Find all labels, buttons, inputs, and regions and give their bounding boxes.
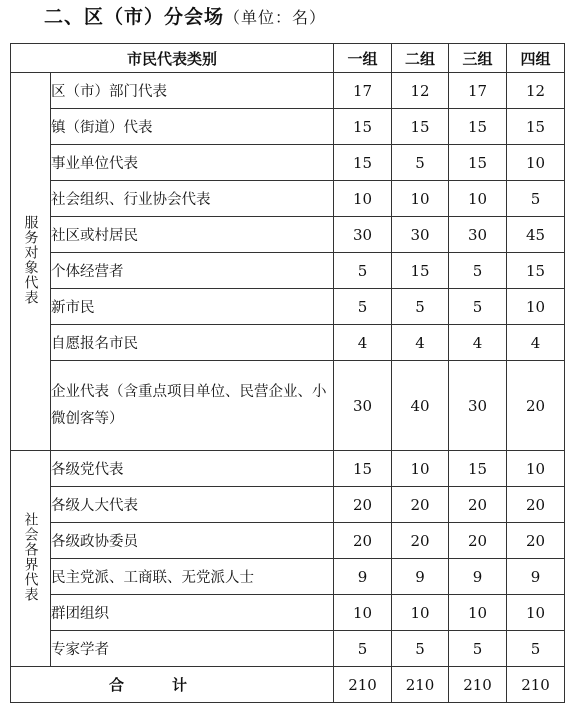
cell-value: 5: [334, 253, 392, 289]
cell-value: 5: [507, 181, 565, 217]
cell-value: 15: [449, 109, 507, 145]
row-category: 个体经营者: [51, 253, 334, 289]
row-category: 区（市）部门代表: [51, 73, 334, 109]
cell-value: 4: [392, 325, 449, 361]
cell-value: 17: [449, 73, 507, 109]
table-row: [11, 559, 565, 595]
heading-unit: （单位：名）: [224, 8, 327, 27]
cell-value: 30: [334, 361, 392, 451]
cell-value: 10: [507, 595, 565, 631]
table-row: [11, 631, 565, 667]
heading-main: 二、区（市）分会场: [44, 6, 225, 28]
cell-value: 10: [449, 595, 507, 631]
cell-value: 5: [334, 289, 392, 325]
cell-value: 10: [449, 181, 507, 217]
cell-value: 10: [334, 595, 392, 631]
cell-value: 20: [449, 487, 507, 523]
cell-value: 10: [507, 451, 565, 487]
row-category: 民主党派、工商联、无党派人士: [51, 559, 334, 595]
cell-value: 4: [449, 325, 507, 361]
table-row: [11, 109, 565, 145]
cell-value: 30: [449, 217, 507, 253]
cell-value: 15: [392, 109, 449, 145]
table-row: [11, 595, 565, 631]
cell-value: 20: [334, 487, 392, 523]
table-row: [11, 487, 565, 523]
cell-value: 15: [449, 451, 507, 487]
table-row: [11, 325, 565, 361]
cell-value: 15: [334, 109, 392, 145]
total-label: 合计: [11, 667, 334, 703]
representatives-table: [10, 43, 565, 703]
row-category: 各级人大代表: [51, 487, 334, 523]
table-row: [11, 145, 565, 181]
cell-value: 10: [507, 289, 565, 325]
row-category: 镇（街道）代表: [51, 109, 334, 145]
cell-value: 20: [392, 487, 449, 523]
table-row: [11, 181, 565, 217]
table-row: [11, 73, 565, 109]
cell-value: 5: [334, 631, 392, 667]
cell-value: 40: [392, 361, 449, 451]
cell-value: 5: [392, 631, 449, 667]
cell-value: 5: [449, 253, 507, 289]
cell-value: 20: [507, 361, 565, 451]
cell-value: 15: [334, 451, 392, 487]
cell-value: 12: [392, 73, 449, 109]
cell-value: 10: [334, 181, 392, 217]
row-category: 各级党代表: [51, 451, 334, 487]
cell-value: 20: [334, 523, 392, 559]
cell-value: 5: [392, 145, 449, 181]
cell-value: 9: [449, 559, 507, 595]
cell-value: 30: [392, 217, 449, 253]
row-category: 各级政协委员: [51, 523, 334, 559]
table-row: [11, 217, 565, 253]
cell-value: 30: [449, 361, 507, 451]
cell-value: 9: [392, 559, 449, 595]
header-group-4: 四组: [507, 44, 565, 73]
row-category: 事业单位代表: [51, 145, 334, 181]
cell-value: 15: [507, 109, 565, 145]
cell-value: 10: [507, 145, 565, 181]
cell-value: 17: [334, 73, 392, 109]
row-category: 自愿报名市民: [51, 325, 334, 361]
cell-value: 15: [334, 145, 392, 181]
total-value: 210: [449, 667, 507, 703]
table-row: [11, 451, 565, 487]
cell-value: 45: [507, 217, 565, 253]
cell-value: 5: [392, 289, 449, 325]
cell-value: 9: [507, 559, 565, 595]
cell-value: 9: [334, 559, 392, 595]
cell-value: 4: [334, 325, 392, 361]
cell-value: 20: [449, 523, 507, 559]
section-heading: [44, 2, 326, 32]
row-category: 新市民: [51, 289, 334, 325]
row-category: 群团组织: [51, 595, 334, 631]
header-group-2: 二组: [392, 44, 449, 73]
section-label-society: 社会各界代表: [11, 451, 51, 667]
cell-value: 20: [392, 523, 449, 559]
cell-value: 30: [334, 217, 392, 253]
cell-value: 5: [507, 631, 565, 667]
total-value: 210: [507, 667, 565, 703]
cell-value: 15: [507, 253, 565, 289]
table-row: [11, 523, 565, 559]
header-group-1: 一组: [334, 44, 392, 73]
row-category: 社区或村居民: [51, 217, 334, 253]
cell-value: 15: [449, 145, 507, 181]
table-row: [11, 289, 565, 325]
cell-value: 5: [449, 289, 507, 325]
cell-value: 20: [507, 523, 565, 559]
header-category: 市民代表类别: [11, 44, 334, 73]
cell-value: 10: [392, 595, 449, 631]
cell-value: 12: [507, 73, 565, 109]
total-row: [11, 667, 565, 703]
row-category: 专家学者: [51, 631, 334, 667]
header-group-3: 三组: [449, 44, 507, 73]
table-row: [11, 361, 565, 451]
total-value: 210: [334, 667, 392, 703]
table-body: [11, 73, 565, 703]
cell-value: 20: [507, 487, 565, 523]
row-category: 企业代表（含重点项目单位、民营企业、小微创客等）: [51, 361, 334, 451]
cell-value: 5: [449, 631, 507, 667]
total-value: 210: [392, 667, 449, 703]
section-label-service: 服务对象代表: [11, 73, 51, 451]
table-row: [11, 253, 565, 289]
cell-value: 10: [392, 181, 449, 217]
cell-value: 4: [507, 325, 565, 361]
row-category: 社会组织、行业协会代表: [51, 181, 334, 217]
header-row: [11, 44, 565, 73]
cell-value: 10: [392, 451, 449, 487]
cell-value: 15: [392, 253, 449, 289]
